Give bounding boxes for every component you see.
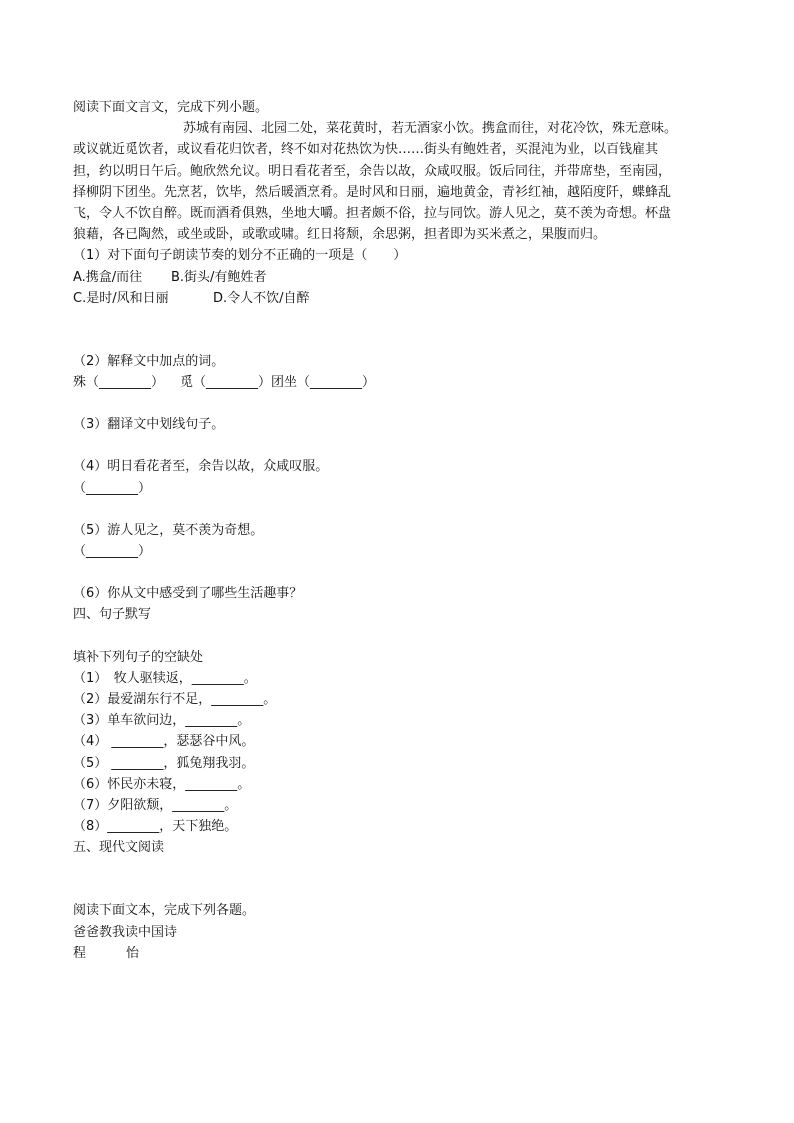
question-5-sentence: （5）游人见之，莫不羡为奇想。 xyxy=(73,522,264,538)
passage-line: 或议就近觅饮者，或议看花归饮者，终不如对花热饮为快……街头有鲍姓者，买混沌为业，以百钱雇其 xyxy=(73,142,659,158)
option-c: C.是时/风和日丽 xyxy=(73,290,169,306)
blank-tuanzuo: 团坐（________） xyxy=(271,375,376,391)
passage-line: 飞，令人不饮自醉。既而酒肴俱熟，坐地大嚼。担者颇不俗，拉与同饮。游人见之，莫不羡为奇想。杯盘 xyxy=(73,205,672,221)
reading-instruction: 阅读下面文言文，完成下列小题。 xyxy=(73,100,269,115)
option-a: A.携盒/而往 xyxy=(73,269,143,285)
question-1-options-row-1 xyxy=(73,267,733,288)
section-5-heading: 五、现代文阅读 xyxy=(73,840,165,856)
section-5-instruction: 阅读下面文本，完成下列各题。 xyxy=(73,903,256,919)
question-4-sentence: （4）明日看花者至，余告以故，众咸叹服。 xyxy=(73,459,329,475)
option-d: D.令人不饮/自醉 xyxy=(213,290,310,306)
section-4-instruction: 填补下列句子的空缺处 xyxy=(73,649,204,665)
author-given-name: 怡 xyxy=(126,945,140,961)
dictation-item: （3）单车欲问边，________。 xyxy=(73,713,251,729)
classical-passage xyxy=(73,118,733,245)
question-2-blanks xyxy=(73,372,733,393)
question-6-stem: （6）你从文中感受到了哪些生活趣事？ xyxy=(73,586,303,602)
question-5-blank: （________） xyxy=(73,544,152,559)
blank-mi: 觅（________） xyxy=(180,375,272,391)
option-b: B.街头/有鲍姓者 xyxy=(171,269,267,285)
author-surname: 程 xyxy=(73,945,87,961)
passage-line: 狼藉，各已陶然，或坐或卧，或歌或啸。红日将颓，余思粥，担者即为买米煮之，果腹而归。 xyxy=(73,227,607,243)
dictation-item: （6）怀民亦未寝，________。 xyxy=(73,776,251,792)
article-title: 爸爸教我读中国诗 xyxy=(73,924,178,940)
article-author xyxy=(73,943,733,964)
dictation-item: （2）最爱湖东行不足，________。 xyxy=(73,691,277,707)
question-1-stem: （1）对下面句子朗读节奏的划分不正确的一项是（ ） xyxy=(73,248,407,264)
dictation-item: （7）夕阳欲颓，________。 xyxy=(73,797,238,813)
passage-line: 择柳阴下团坐。先烹茗，饮毕，然后暖酒烹肴。是时风和日丽，遍地黄金，青衫红袖，越陌度阡，蝶蜂乱 xyxy=(73,184,672,200)
passage-line: 担，约以明日午后。鲍欣然允议。明日看花者至，余告以故，众咸叹服。饭后同往，并带席垫，至南园， xyxy=(73,163,672,179)
blank-shu: 殊（________） xyxy=(73,375,165,391)
dictation-item: （5） ________，狐兔翔我羽。 xyxy=(73,755,255,771)
dictation-item: （1） 牧人驱犊返，________。 xyxy=(73,670,257,686)
passage-line: 苏城有南园、北园二处，菜花黄时，若无酒家小饮。携盒而往，对花冷饮，殊无意味。 xyxy=(183,121,678,137)
section-4-heading: 四、句子默写 xyxy=(73,607,152,623)
dictation-item: （8）________，天下独绝。 xyxy=(73,819,238,835)
question-3-stem: （3）翻译文中划线句子。 xyxy=(73,417,225,433)
dictation-item: （4） ________，瑟瑟谷中风。 xyxy=(73,734,255,750)
question-1-options-row-2 xyxy=(73,288,733,309)
question-4-blank: （________） xyxy=(73,480,152,496)
exam-page xyxy=(73,97,733,964)
question-2-stem: （2）解释文中加点的词。 xyxy=(73,353,225,369)
